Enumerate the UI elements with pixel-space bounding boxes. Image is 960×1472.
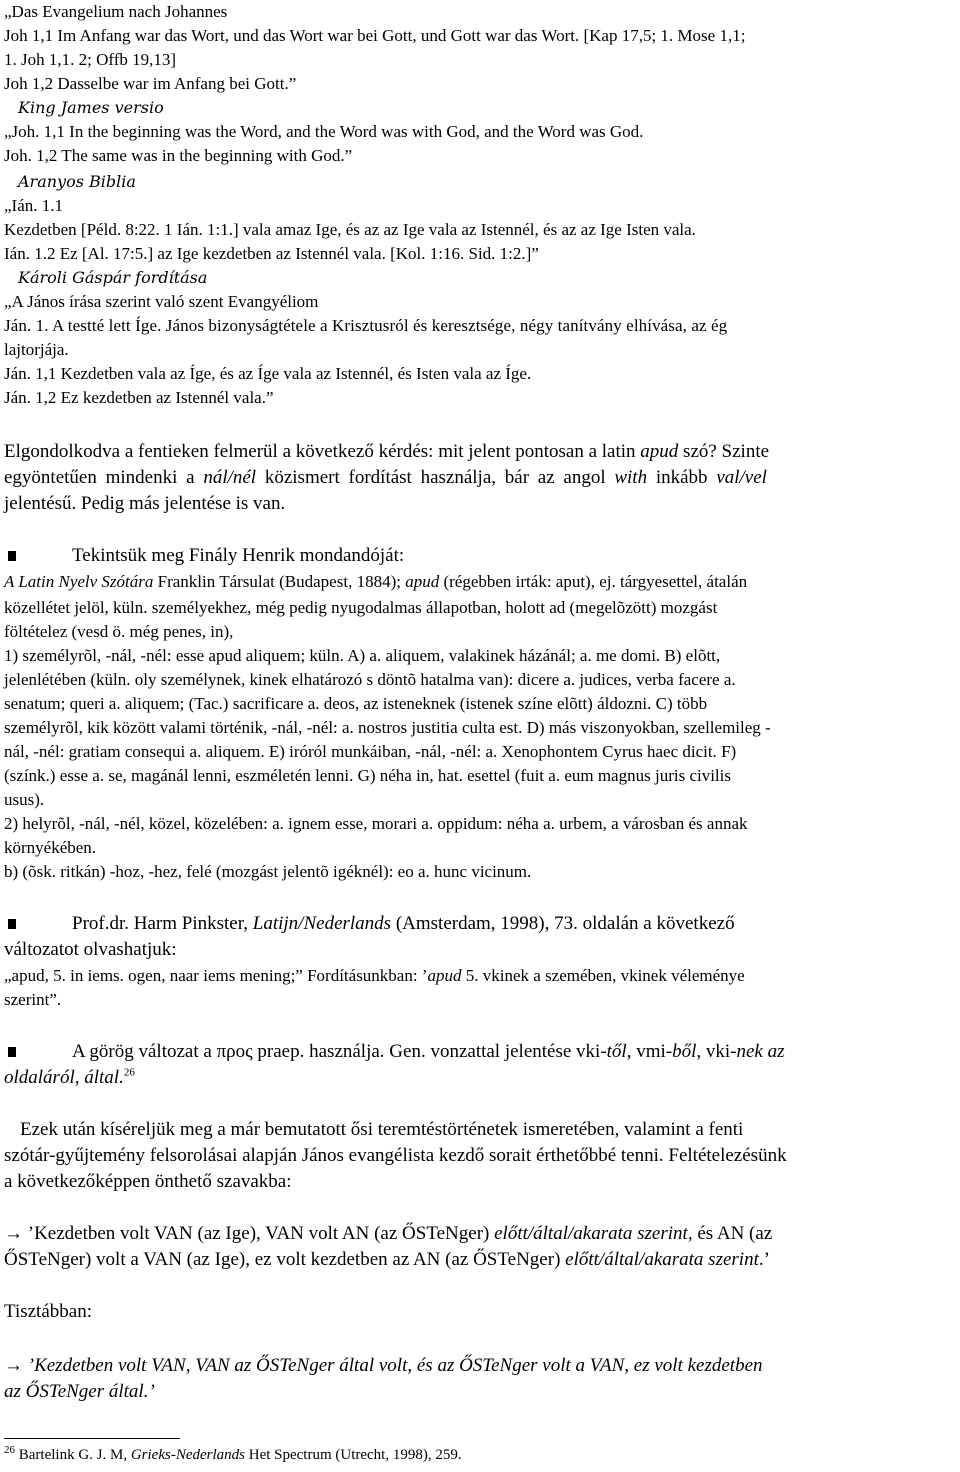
- translation-text-2: ŐSTeNger) volt a VAN (az Ige), ez volt kezdetben az AN (az ŐSTeNger): [4, 1249, 561, 1270]
- kjv-verse-2: Joh. 1,2 The same was in the beginning with God.”: [4, 146, 353, 165]
- question-text-1c: szó? Szinte: [683, 441, 770, 462]
- kjv-verse-1: „Joh. 1,1 In the beginning was the Word, and the Word was with God, and the Word was God.: [4, 122, 644, 141]
- greek-line-2: [4, 1066, 135, 1090]
- translation-text-1c: , és AN (az: [687, 1223, 773, 1244]
- translation-emph-1: előtt/által/akarata szerint: [494, 1223, 688, 1244]
- pinkster-line-4: szerint”.: [4, 990, 62, 1009]
- pinkster-line-3-rest: 5. vkinek a szemében, vkinek véleménye: [465, 966, 745, 985]
- clear-label: Tisztábban:: [4, 1301, 92, 1322]
- aranyos-line-2: Kezdetben [Péld. 8:22. 1 Ián. 1:1.] vala amaz Ige, és az az Ige vala az Istennél, és az az Ige Isten vala.: [4, 220, 696, 239]
- karoli-heading: Károli Gáspár fordítása: [18, 268, 208, 287]
- finaly-line-6: senatum; queri a. aliquem; (Tac.) sacrificare a. deos, az isteneknek (istenek színe elõtt) áldozni. C) több: [4, 694, 708, 713]
- nal-nel-term: nál/nél: [203, 467, 257, 488]
- karoli-line-2-text: Ján. 1. A testté lett Íge. János bizonyságtétele a Krisztusról és keresztsége, négy tanítvány elhívása, az ég: [4, 316, 728, 335]
- johannes-verse-2: Joh 1,2 Dasselbe war im Anfang bei Gott.”: [4, 74, 297, 93]
- finaly-line-13: b) (õsk. ritkán) -hoz, -hez, felé (mozgást jelentõ igéknél): eo a. hunc vicinum.: [4, 862, 532, 881]
- pinkster-quote: „apud, 5. in iems. ogen, naar iems mening;” Fordításunkban: ’: [4, 966, 428, 985]
- question-text-2e: inkább: [655, 467, 708, 488]
- conclusion-line-1: Ezek után kíséreljük meg a már bemutatott ősi teremtéstörténetek ismeretében, valamint a fenti: [20, 1119, 744, 1140]
- square-bullet-icon: [8, 919, 16, 929]
- with-term: with: [614, 467, 648, 488]
- footnote-ref[interactable]: 26: [123, 1066, 135, 1079]
- pinkster-apud: apud: [427, 966, 462, 985]
- greek-text: A görög változat a πρoς praep. használja. Gen. vonzattal jelentése vki-: [72, 1041, 607, 1062]
- pinkster-author: Prof.dr. Harm Pinkster,: [72, 913, 249, 934]
- translation-line-1: [4, 1222, 772, 1246]
- johannes-title: „Das Evangelium nach Johannes: [4, 2, 228, 21]
- footnote-number: 26: [4, 1444, 15, 1456]
- finaly-line-11: 2) helyrõl, -nál, -nél, közel, közelében: a. ignem esse, morari a. oppidum: néha a. urbem, a városban és annak: [4, 814, 748, 833]
- finaly-line-1: [4, 572, 747, 592]
- finaly-line-12: környékében.: [4, 838, 97, 857]
- conclusion-line-2: szótár-gyűjtemény felsorolásai alapján János evangélista kezdő sorait érthetőbbé tenni. Feltételezésünk: [4, 1145, 787, 1166]
- finaly-line-4: 1) személyrõl, -nál, -nél: esse apud aliquem; küln. A) a. aliquem, valakinek házánál; a. me domi. B) elõtt,: [4, 646, 721, 665]
- aranyos-line-3: Ián. 1.2 Ez [Al. 17:5.] az Ige kezdetben az Istennél vala. [Kol. 1:16. Sid. 1:2.]”: [4, 244, 539, 263]
- square-bullet-icon: [8, 551, 16, 561]
- translation-line-2: [4, 1248, 770, 1272]
- finaly-line-5: jelenlétében (küln. oly személynek, kinek elhatározó s döntõ hatalma van): dicere a. judices, verba facere a.: [4, 670, 736, 689]
- question-line-3: jelentésű. Pedig más jelentése is van.: [4, 493, 286, 514]
- translation-emph-2: előtt/által/akarata szerint: [565, 1249, 759, 1270]
- finaly-heading: Tekintsük meg Finály Henrik mondandóját:: [72, 545, 405, 566]
- finaly-line-10: usus).: [4, 790, 45, 809]
- question-line-1: [4, 440, 956, 464]
- question-line-2: [4, 466, 767, 490]
- pinkster-line-1: [4, 912, 735, 936]
- aranyos-heading: Aranyos Biblia: [18, 172, 136, 191]
- question-text-1a: Elgondolkodva a fentieken felmerül a következő kérdés: mit jelent pontosan a latin: [4, 441, 636, 462]
- footnote-divider: [4, 1438, 180, 1439]
- pinkster-line-1-rest: (Amsterdam, 1998), 73. oldalán a következő: [395, 913, 735, 934]
- karoli-line-2: [4, 316, 956, 336]
- finaly-line-8: nál, -nél: gratiam consequi a. aliquem. E) iróról munkáiban, -nál, -nél: a. Xenophontem Cyrus haec dicit. F): [4, 742, 737, 761]
- greek-nek-az: nek az: [736, 1041, 785, 1062]
- finaly-line-2: közellétet jelöl, küln. személyekhez, még pedig nyugodalmas állapotban, holott ad (megelõzött) mozgást: [4, 598, 718, 617]
- footnote-publisher: Het Spectrum (Utrecht, 1998), 259.: [248, 1447, 462, 1463]
- pinkster-line-3: [4, 966, 745, 986]
- clear-line-2: az ŐSTeNger által.’: [4, 1381, 155, 1402]
- greek-vki: vki-: [705, 1041, 737, 1062]
- finaly-publisher: Franklin Társulat (Budapest, 1884);: [157, 572, 401, 591]
- johannes-verse-1: Joh 1,1 Im Anfang war das Wort, und das Wort war bei Gott, und Gott war das Wort. [Kap 17,5; 1. Mose 1,1;: [4, 26, 746, 45]
- greek-line-1: [4, 1040, 785, 1064]
- finaly-book-title: A Latin Nyelv Szótára: [4, 572, 154, 591]
- apud-term: apud: [640, 441, 679, 462]
- finaly-line-9: (színk.) esse a. se, magánál lenni, eszméletén lenni. G) néha in, hat. esettel (fuit a. eum magnus juris civilis: [4, 766, 731, 785]
- finaly-line-7: személyrõl, kik között valami történik, -nál, -nél: a. nostros justitia culta est. D) más viszonyokban, szellemileg -: [4, 718, 771, 737]
- aranyos-line-1: „Ián. 1.1: [4, 196, 64, 215]
- johannes-verse-1-cont: 1. Joh 1,1. 2; Offb 19,13]: [4, 50, 177, 69]
- pinkster-line-2: változatot olvashatjuk:: [4, 939, 177, 960]
- translation-text-1: → ’Kezdetben volt VAN (az Ige), VAN volt AN (az ŐSTeNger): [4, 1223, 490, 1244]
- conclusion-line-3: a következőképpen önthető szavakba:: [4, 1171, 292, 1192]
- greek-vmi: , vmi-: [626, 1041, 673, 1062]
- finaly-heading-line: [4, 544, 404, 568]
- clear-line-1: → ’Kezdetben volt VAN, VAN az ŐSTeNger által volt, és az ŐSTeNger volt a VAN, ez volt kezdetben: [4, 1355, 763, 1376]
- finaly-apud: apud: [405, 572, 440, 591]
- finaly-line-3: föltételez (vesd ö. még penes, in),: [4, 622, 234, 641]
- footnote: [4, 1446, 462, 1464]
- question-text-2c: közismert fordítást használja, bár az angol: [264, 467, 606, 488]
- karoli-line-1: „A János írása szerint való szent Evangyéliom: [4, 292, 319, 311]
- greek-bol: ből,: [672, 1041, 702, 1062]
- pinkster-book-title: Latijn/Nederlands: [252, 913, 392, 934]
- greek-tol: től: [606, 1041, 627, 1062]
- kjv-heading: King James versio: [18, 98, 164, 117]
- question-text-2a: egyöntetűen mindenki a: [4, 467, 195, 488]
- square-bullet-icon: [8, 1047, 16, 1057]
- karoli-line-5: Ján. 1,2 Ez kezdetben az Istennél vala.”: [4, 388, 274, 407]
- greek-oldalarol: oldaláról, által.: [4, 1067, 124, 1088]
- translation-text-2c: .’: [758, 1249, 770, 1270]
- finaly-line-1-rest: (régebben irták: aput), ej. tárgyesettel, átalán: [443, 572, 748, 591]
- karoli-line-3: lajtorjája.: [4, 340, 69, 359]
- question-text-1: [4, 440, 769, 464]
- val-vel-term: val/vel: [716, 467, 767, 488]
- karoli-line-4: Ján. 1,1 Kezdetben vala az Íge, és az Íge vala az Istennél, és Isten vala az Íge.: [4, 364, 532, 383]
- footnote-title: Grieks-Nederlands: [130, 1447, 245, 1463]
- footnote-author: Bartelink G. J. M,: [18, 1447, 128, 1463]
